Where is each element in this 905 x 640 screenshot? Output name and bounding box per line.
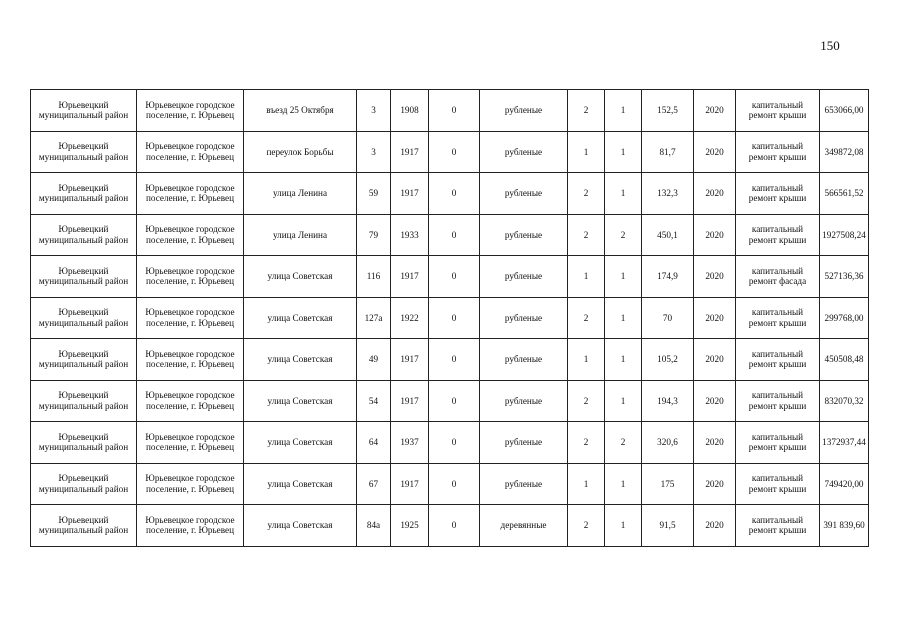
entrances-cell: 1 [605, 131, 642, 173]
settlement-cell: Юрьевецкое городское поселение, г. Юрьевец [137, 173, 244, 215]
street-cell: улица Советская [244, 422, 357, 464]
floors-cell: 2 [568, 505, 605, 547]
plan-year-cell: 2020 [694, 505, 736, 547]
plan-year-cell: 2020 [694, 339, 736, 381]
house-number-cell: 3 [357, 90, 391, 132]
entrances-cell: 1 [605, 505, 642, 547]
table-row [31, 339, 869, 381]
plan-year-cell: 2020 [694, 90, 736, 132]
floors-cell: 2 [568, 380, 605, 422]
year-overhaul-cell: 0 [429, 173, 480, 215]
work-type-cell: капитальный ремонт крыши [736, 214, 820, 256]
year-overhaul-cell: 0 [429, 214, 480, 256]
settlement-cell: Юрьевецкое городское поселение, г. Юрьевец [137, 90, 244, 132]
street-cell: переулок Борьбы [244, 131, 357, 173]
year-overhaul-cell: 0 [429, 256, 480, 298]
district-cell: Юрьевецкий муниципальный район [31, 297, 137, 339]
table-row [31, 214, 869, 256]
floors-cell: 1 [568, 463, 605, 505]
plan-year-cell: 2020 [694, 380, 736, 422]
work-type-cell: капитальный ремонт крыши [736, 380, 820, 422]
cost-cell: 566561,52 [820, 173, 869, 215]
district-cell: Юрьевецкий муниципальный район [31, 214, 137, 256]
wall-material-cell: рубленые [480, 90, 568, 132]
wall-material-cell: рубленые [480, 463, 568, 505]
house-number-cell: 49 [357, 339, 391, 381]
settlement-cell: Юрьевецкое городское поселение, г. Юрьевец [137, 256, 244, 298]
page-number: 150 [820, 38, 840, 53]
cost-cell: 653066,00 [820, 90, 869, 132]
wall-material-cell: рубленые [480, 380, 568, 422]
settlement-cell: Юрьевецкое городское поселение, г. Юрьевец [137, 505, 244, 547]
entrances-cell: 1 [605, 173, 642, 215]
table-row [31, 422, 869, 464]
work-type-cell: капитальный ремонт крыши [736, 173, 820, 215]
work-type-cell: капитальный ремонт крыши [736, 505, 820, 547]
wall-material-cell: рубленые [480, 339, 568, 381]
house-number-cell: 84а [357, 505, 391, 547]
wall-material-cell: рубленые [480, 131, 568, 173]
work-type-cell: капитальный ремонт крыши [736, 131, 820, 173]
work-type-cell: капитальный ремонт крыши [736, 297, 820, 339]
table-row [31, 505, 869, 547]
street-cell: улица Ленина [244, 214, 357, 256]
floors-cell: 2 [568, 297, 605, 339]
year-built-cell: 1908 [391, 90, 429, 132]
entrances-cell: 1 [605, 297, 642, 339]
street-cell: улица Советская [244, 380, 357, 422]
plan-year-cell: 2020 [694, 131, 736, 173]
year-built-cell: 1917 [391, 463, 429, 505]
work-type-cell: капитальный ремонт крыши [736, 90, 820, 132]
area-cell: 105,2 [642, 339, 694, 381]
street-cell: улица Ленина [244, 173, 357, 215]
work-type-cell: капитальный ремонт крыши [736, 422, 820, 464]
district-cell: Юрьевецкий муниципальный район [31, 422, 137, 464]
area-cell: 450,1 [642, 214, 694, 256]
year-built-cell: 1917 [391, 380, 429, 422]
entrances-cell: 2 [605, 422, 642, 464]
year-built-cell: 1917 [391, 256, 429, 298]
area-cell: 152,5 [642, 90, 694, 132]
area-cell: 320,6 [642, 422, 694, 464]
area-cell: 81,7 [642, 131, 694, 173]
wall-material-cell: рубленые [480, 422, 568, 464]
area-cell: 70 [642, 297, 694, 339]
plan-year-cell: 2020 [694, 214, 736, 256]
district-cell: Юрьевецкий муниципальный район [31, 505, 137, 547]
year-built-cell: 1925 [391, 505, 429, 547]
table-row [31, 256, 869, 298]
house-number-cell: 59 [357, 173, 391, 215]
wall-material-cell: деревянные [480, 505, 568, 547]
house-number-cell: 3 [357, 131, 391, 173]
street-cell: улица Советская [244, 339, 357, 381]
street-cell: улица Советская [244, 463, 357, 505]
house-number-cell: 64 [357, 422, 391, 464]
cost-cell: 749420,00 [820, 463, 869, 505]
work-type-cell: капитальный ремонт фасада [736, 256, 820, 298]
year-overhaul-cell: 0 [429, 297, 480, 339]
district-cell: Юрьевецкий муниципальный район [31, 256, 137, 298]
district-cell: Юрьевецкий муниципальный район [31, 380, 137, 422]
year-overhaul-cell: 0 [429, 505, 480, 547]
plan-year-cell: 2020 [694, 422, 736, 464]
floors-cell: 2 [568, 90, 605, 132]
year-built-cell: 1933 [391, 214, 429, 256]
settlement-cell: Юрьевецкое городское поселение, г. Юрьевец [137, 339, 244, 381]
plan-year-cell: 2020 [694, 297, 736, 339]
house-number-cell: 67 [357, 463, 391, 505]
wall-material-cell: рубленые [480, 297, 568, 339]
settlement-cell: Юрьевецкое городское поселение, г. Юрьевец [137, 380, 244, 422]
district-cell: Юрьевецкий муниципальный район [31, 90, 137, 132]
cost-cell: 391 839,60 [820, 505, 869, 547]
wall-material-cell: рубленые [480, 173, 568, 215]
cost-cell: 450508,48 [820, 339, 869, 381]
year-built-cell: 1937 [391, 422, 429, 464]
entrances-cell: 1 [605, 256, 642, 298]
year-built-cell: 1922 [391, 297, 429, 339]
cost-cell: 1927508,24 [820, 214, 869, 256]
entrances-cell: 1 [605, 380, 642, 422]
street-cell: въезд 25 Октября [244, 90, 357, 132]
wall-material-cell: рубленые [480, 214, 568, 256]
floors-cell: 2 [568, 214, 605, 256]
entrances-cell: 1 [605, 463, 642, 505]
settlement-cell: Юрьевецкое городское поселение, г. Юрьевец [137, 297, 244, 339]
year-overhaul-cell: 0 [429, 90, 480, 132]
area-cell: 175 [642, 463, 694, 505]
table-row [31, 90, 869, 132]
year-built-cell: 1917 [391, 131, 429, 173]
table-row [31, 463, 869, 505]
table-row [31, 173, 869, 215]
area-cell: 132,3 [642, 173, 694, 215]
plan-year-cell: 2020 [694, 463, 736, 505]
district-cell: Юрьевецкий муниципальный район [31, 131, 137, 173]
floors-cell: 1 [568, 131, 605, 173]
year-overhaul-cell: 0 [429, 339, 480, 381]
year-built-cell: 1917 [391, 339, 429, 381]
house-number-cell: 54 [357, 380, 391, 422]
plan-year-cell: 2020 [694, 256, 736, 298]
buildings-table [30, 89, 869, 547]
table-row [31, 380, 869, 422]
settlement-cell: Юрьевецкое городское поселение, г. Юрьевец [137, 463, 244, 505]
district-cell: Юрьевецкий муниципальный район [31, 463, 137, 505]
table-row [31, 131, 869, 173]
settlement-cell: Юрьевецкое городское поселение, г. Юрьевец [137, 214, 244, 256]
floors-cell: 1 [568, 256, 605, 298]
floors-cell: 1 [568, 339, 605, 381]
plan-year-cell: 2020 [694, 173, 736, 215]
year-overhaul-cell: 0 [429, 422, 480, 464]
house-number-cell: 127а [357, 297, 391, 339]
work-type-cell: капитальный ремонт крыши [736, 463, 820, 505]
table-body [31, 90, 869, 547]
year-overhaul-cell: 0 [429, 380, 480, 422]
district-cell: Юрьевецкий муниципальный район [31, 173, 137, 215]
floors-cell: 2 [568, 422, 605, 464]
cost-cell: 527136,36 [820, 256, 869, 298]
cost-cell: 299768,00 [820, 297, 869, 339]
area-cell: 174,9 [642, 256, 694, 298]
street-cell: улица Советская [244, 297, 357, 339]
settlement-cell: Юрьевецкое городское поселение, г. Юрьевец [137, 422, 244, 464]
work-type-cell: капитальный ремонт крыши [736, 339, 820, 381]
cost-cell: 1372937,44 [820, 422, 869, 464]
year-built-cell: 1917 [391, 173, 429, 215]
area-cell: 91,5 [642, 505, 694, 547]
cost-cell: 832070,32 [820, 380, 869, 422]
settlement-cell: Юрьевецкое городское поселение, г. Юрьевец [137, 131, 244, 173]
wall-material-cell: рубленые [480, 256, 568, 298]
street-cell: улица Советская [244, 256, 357, 298]
house-number-cell: 79 [357, 214, 391, 256]
area-cell: 194,3 [642, 380, 694, 422]
district-cell: Юрьевецкий муниципальный район [31, 339, 137, 381]
entrances-cell: 2 [605, 214, 642, 256]
house-number-cell: 116 [357, 256, 391, 298]
floors-cell: 2 [568, 173, 605, 215]
entrances-cell: 1 [605, 90, 642, 132]
year-overhaul-cell: 0 [429, 131, 480, 173]
table-row [31, 297, 869, 339]
year-overhaul-cell: 0 [429, 463, 480, 505]
cost-cell: 349872,08 [820, 131, 869, 173]
street-cell: улица Советская [244, 505, 357, 547]
entrances-cell: 1 [605, 339, 642, 381]
